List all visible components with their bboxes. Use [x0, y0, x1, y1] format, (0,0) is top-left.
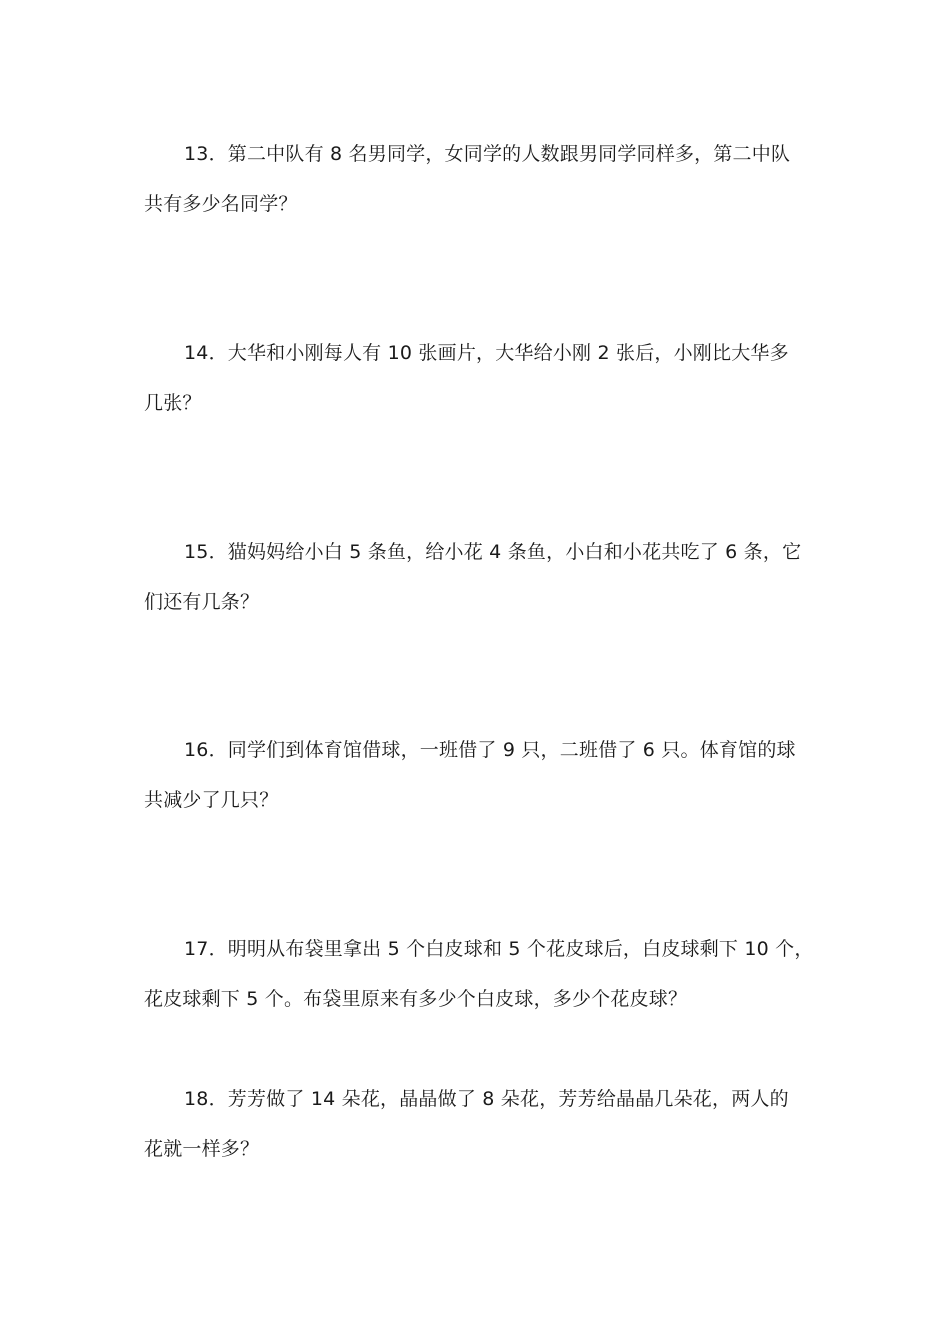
problem-text-line: 花就一样多？ — [144, 1138, 260, 1160]
problem-text-line: 共减少了几只？ — [144, 789, 279, 811]
problem-text-line: 14．大华和小刚每人有 10 张画片，大华给小刚 2 张后，小刚比大华多 — [184, 342, 789, 364]
problem-text-line: 17．明明从布袋里拿出 5 个白皮球和 5 个花皮球后，白皮球剩下 10 个， — [184, 938, 814, 960]
problem-text-line: 共有多少名同学？ — [144, 193, 298, 215]
problem-text-line: 几张？ — [144, 392, 202, 414]
problem-text-line: 们还有几条？ — [144, 591, 260, 613]
problem-text-line: 16．同学们到体育馆借球，一班借了 9 只，二班借了 6 只。体育馆的球 — [184, 739, 796, 761]
problem-text-line: 15．猫妈妈给小白 5 条鱼，给小花 4 条鱼，小白和小花共吃了 6 条，它 — [184, 541, 802, 563]
problem-text-line: 13．第二中队有 8 名男同学，女同学的人数跟男同学同样多，第二中队 — [184, 143, 791, 165]
problem-text-line: 18．芳芳做了 14 朵花，晶晶做了 8 朵花，芳芳给晶晶几朵花，两人的 — [184, 1088, 789, 1110]
problem-text-line: 花皮球剩下 5 个。布袋里原来有多少个白皮球，多少个花皮球？ — [144, 988, 688, 1010]
